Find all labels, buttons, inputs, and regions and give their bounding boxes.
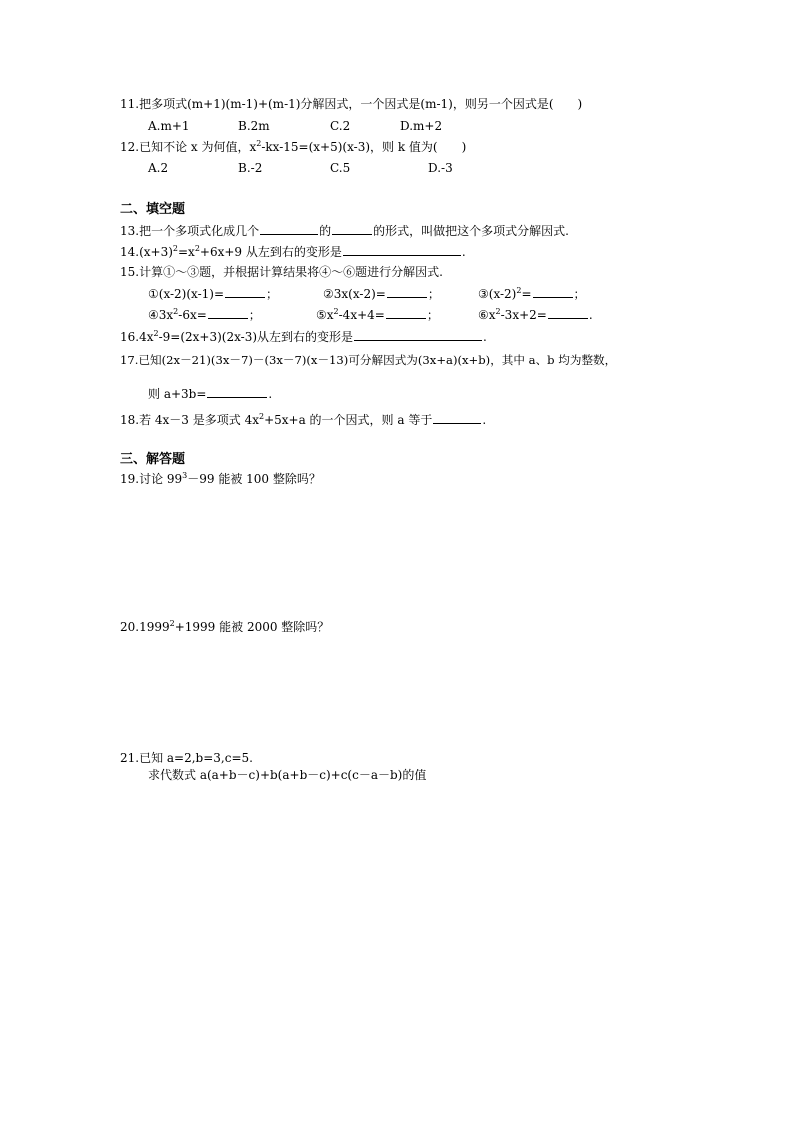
q15-item-4-rest: -6x= [178,308,207,322]
question-12 [120,139,466,155]
question-14 [120,243,466,260]
q15-item-1-sep: ； [266,287,279,301]
question-17-line-2 [148,385,272,402]
q12-option-b: B.-2 [238,161,263,175]
q15-blank-3[interactable] [533,285,573,298]
q17-text-b: . [268,387,273,401]
q18-text-c: . [482,413,487,427]
q19-text-b: －99 能被 100 整除吗？ [187,472,321,486]
question-11 [120,96,582,112]
question-11-text: 11.把多项式(m+1)(m-1)+(m-1)分解因式，一个因式是(m-1)，则另一个因式是( ) [120,97,583,111]
q15-item-6-exponent: 2 [495,307,501,316]
q13-text-b: 的 [319,224,332,238]
q15-item-3-text: ③(x-2) [478,287,517,301]
q12-exponent: 2 [256,139,262,148]
q12-text-start: 12.已知不论 x 为何值，x [120,140,257,154]
q11-option-c: C.2 [330,119,351,133]
q14-text-a: 14.(x+3) [120,245,173,259]
q15-blank-6[interactable] [548,306,588,319]
q14-exponent-1: 2 [172,244,178,253]
q16-text-a: 16.4x [120,330,154,344]
q15-blank-5[interactable] [386,306,426,319]
question-13 [120,222,569,239]
question-19 [120,471,321,487]
q15-item-3-exponent: 2 [516,286,522,295]
q15-item-6-text: ⑥x [478,308,496,322]
q11-option-a: A.m+1 [148,119,190,133]
q12-option-d: D.-3 [428,161,453,175]
q11-option-b: B.2m [238,119,270,133]
q15-item-5-exponent: 2 [333,307,339,316]
q15-item-3-sep: ； [573,287,586,301]
q14-text-b: =x [178,245,195,259]
q15-item-6-sep: . [588,308,593,322]
q20-text-a: 20.1999 [120,620,170,634]
q15-item-3 [478,285,586,302]
q15-blank-2[interactable] [387,285,427,298]
q15-item-4-exponent: 2 [173,307,179,316]
q11-option-d: D.m+2 [400,119,443,133]
q15-item-5 [316,306,439,323]
question-21-line-1: 21.已知 a=2,b=3,c=5. [120,751,253,765]
q15-item-2-sep: ； [427,287,440,301]
q20-text-b: +1999 能被 2000 整除吗？ [174,620,330,634]
q15-item-6 [478,306,593,323]
q12-option-c: C.5 [330,161,351,175]
q16-exponent: 2 [153,329,159,338]
q15-item-4-text: ④3x [148,308,174,322]
q16-text-b: -9=(2x+3)(2x-3)从左到右的变形是 [158,330,354,344]
q15-item-4 [148,306,261,323]
q15-blank-1[interactable] [225,285,265,298]
question-18 [120,411,486,428]
q12-option-a: A.2 [148,161,169,175]
section-answer-title: 三、解答题 [120,452,186,467]
q18-blank[interactable] [433,411,481,424]
question-16 [120,328,487,345]
question-15-intro: 15.计算①～③题，并根据计算结果将④～⑥题进行分解因式. [120,265,443,279]
q17-text-a: 则 a+3b= [148,387,207,401]
q14-text-c: +6x+9 从左到右的变形是 [199,245,342,259]
q19-exponent: 3 [182,471,188,480]
q14-text-d: . [461,245,466,259]
q13-blank-2[interactable] [332,222,372,235]
q15-item-5-rest: -4x+4= [338,308,385,322]
q14-blank[interactable] [343,243,461,256]
q16-blank[interactable] [354,328,482,341]
q19-text-a: 19.讨论 99 [120,472,183,486]
question-21-line-2: 求代数式 a(a+b－c)+b(a+b－c)+c(c－a－b)的值 [148,768,427,782]
q15-item-1 [148,285,278,302]
q15-item-5-sep: ； [426,308,439,322]
q16-text-c: . [483,330,487,344]
q13-blank-1[interactable] [260,222,318,235]
question-20 [120,619,329,635]
q12-text-end: -kx-15=(x+5)(x-3)，则 k 值为( ) [261,140,467,154]
q15-blank-4[interactable] [208,306,248,319]
q13-text-a: 13.把一个多项式化成几个 [120,224,260,238]
q18-text-a: 18.若 4x－3 是多项式 4x [120,413,259,427]
section-fill-in-title: 二、填空题 [120,202,186,217]
q15-item-6-rest: -3x+2= [500,308,547,322]
q15-item-2-text: ②3x(x-2)= [323,287,386,301]
q20-exponent: 2 [169,619,175,628]
q18-text-b: +5x+a 的一个因式，则 a 等于 [264,413,433,427]
q13-text-c: 的形式，叫做把这个多项式分解因式. [373,224,569,238]
q18-exponent: 2 [258,412,265,421]
q15-item-3-eq: = [521,287,532,301]
q15-item-5-text: ⑤x [316,308,334,322]
q14-exponent-2: 2 [194,244,200,253]
q15-item-2 [323,285,440,302]
q17-blank[interactable] [207,385,267,398]
q15-item-4-sep: ； [248,308,261,322]
question-17-line-1: 17.已知(2x－21)(3x－7)－(3x－7)(x－13)可分解因式为(3x+a)(x+b)，其中 a、b 均为整数， [120,353,617,367]
q15-item-1-text: ①(x-2)(x-1)= [148,287,225,301]
